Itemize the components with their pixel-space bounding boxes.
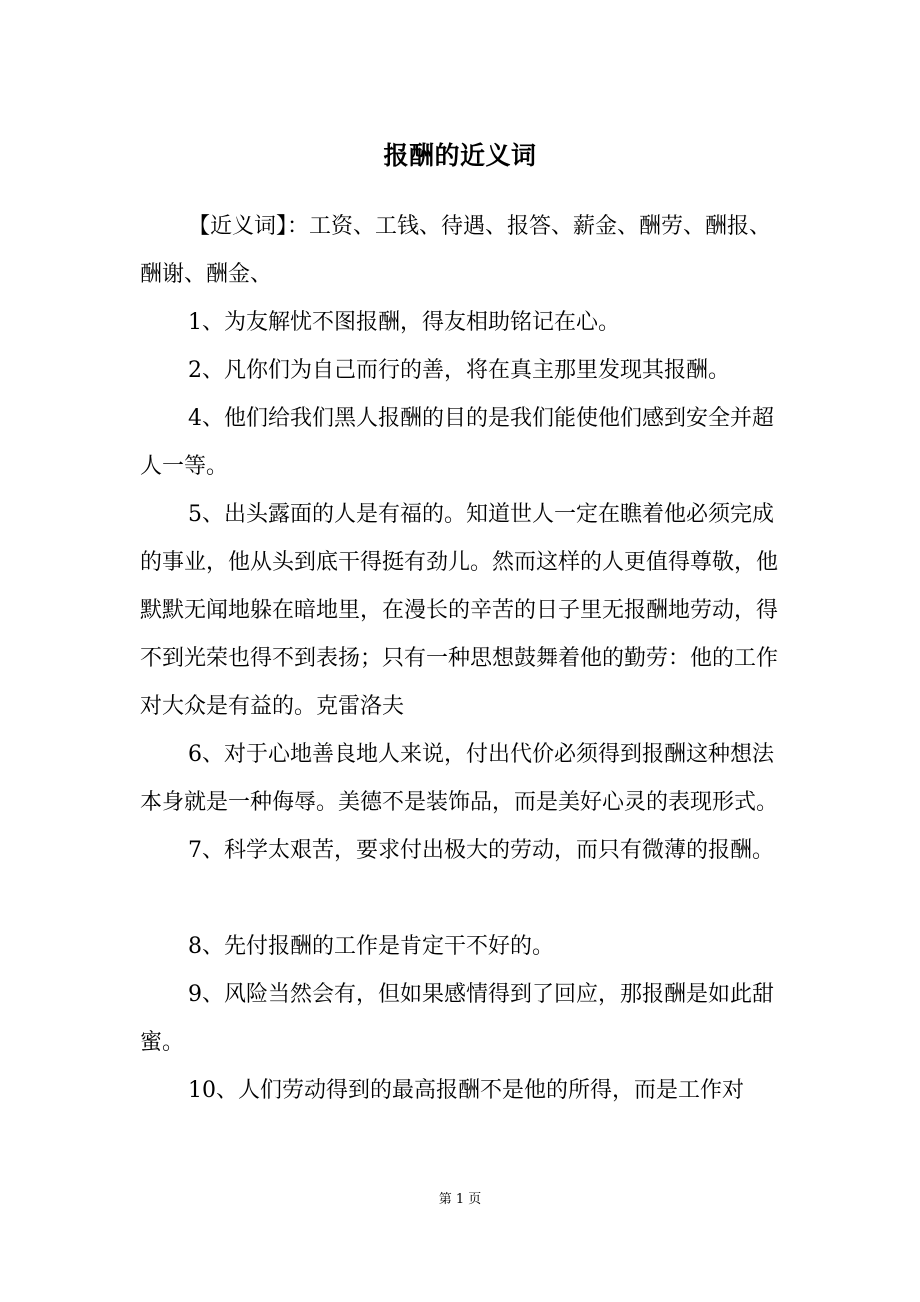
paragraph-example-10: 10、人们劳动得到的最高报酬不是他的所得，而是工作对 bbox=[188, 1078, 744, 1103]
paragraph-example-9: 9、风险当然会有，但如果感情得到了回应，那报酬是如此甜蜜。 bbox=[140, 982, 774, 1055]
document-body bbox=[140, 203, 792, 1115]
paragraph-example-8: 8、先付报酬的工作是肯定干不好的。 bbox=[188, 934, 554, 959]
paragraph-example-6: 6、对于心地善良地人来说，付出代价必须得到报酬这种想法本身就是一种侮辱。美德不是装饰品，而是美好心灵的表现形式。 bbox=[140, 742, 779, 815]
paragraph-synonyms: 【近义词】：工资、工钱、待遇、报答、薪金、酬劳、酬报、酬谢、酬金、 bbox=[140, 214, 772, 287]
paragraph-example-1: 1、为友解忧不图报酬，得友相助铭记在心。 bbox=[188, 310, 620, 335]
paragraph-example-5: 5、出头露面的人是有福的。知道世人一定在瞧着他必须完成的事业，他从头到底干得挺有劲儿。然而这样的人更值得尊敬，他默默无闻地躲在暗地里，在漫长的辛苦的日子里无报酬地劳动，得不到光荣也得不到表扬；只有一种思想鼓舞着他的勤劳：他的工作对大众是有益的。克雷洛夫 bbox=[140, 502, 779, 719]
paragraph-example-4: 4、他们给我们黑人报酬的目的是我们能使他们感到安全并超人一等。 bbox=[140, 406, 774, 479]
paragraph-example-7: 7、科学太艰苦，要求付出极大的劳动，而只有微薄的报酬。 bbox=[188, 838, 774, 863]
page-title: 报酬的近义词 bbox=[383, 141, 537, 170]
paragraph-example-2: 2、凡你们为自己而行的善，将在真主那里发现其报酬。 bbox=[188, 358, 730, 383]
page-number: 第 1 页 bbox=[438, 1192, 482, 1207]
